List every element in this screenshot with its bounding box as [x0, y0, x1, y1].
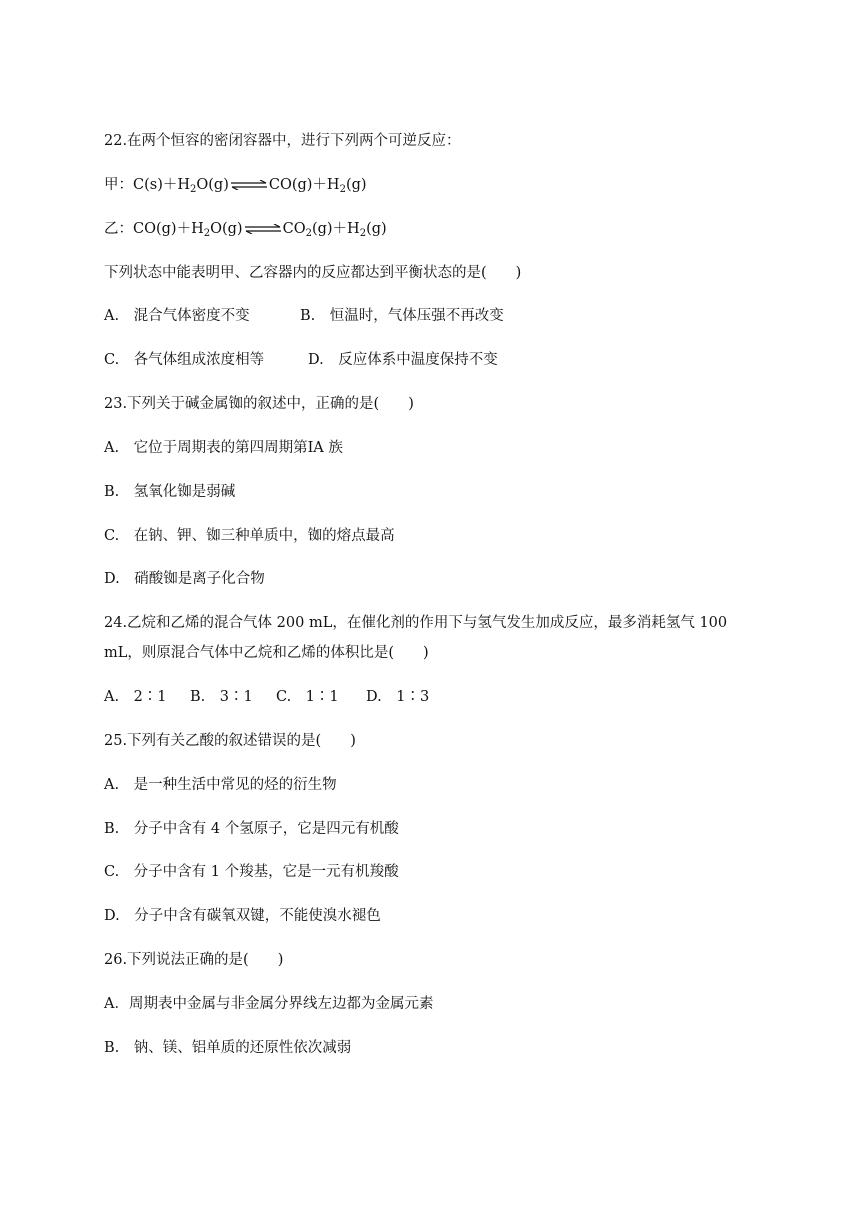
q24-stem-line1: 24.乙烷和乙烯的混合气体 200 mL，在催化剂的作用下与氢气发生加成反应，最多消耗氢气 100 [104, 615, 728, 631]
q24-option-a: A. 2∶1 [104, 689, 167, 705]
q22-yi-mid: (g)＋H [311, 221, 360, 237]
q22-jia-end: (g) [345, 177, 367, 193]
q22-jia-co: CO(g)＋H [268, 177, 340, 193]
subscript: 2 [339, 184, 346, 195]
q22-reaction-yi [104, 219, 387, 239]
subscript: 2 [305, 228, 312, 239]
q23-option-a: A. 它位于周期表的第四周期第IA 族 [104, 440, 343, 456]
q22-prompt: 下列状态中能表明甲、乙容器内的反应都达到平衡状态的是( ) [104, 265, 522, 281]
q22-option-a: A. 混合气体密度不变 [104, 308, 250, 324]
equilibrium-arrow-icon [230, 180, 268, 190]
q24-option-d: D. 1∶3 [366, 689, 430, 705]
q23-option-d: D. 硝酸铷是离子化合物 [104, 571, 265, 587]
subscript: 2 [190, 184, 197, 195]
q22-jia-h2o: O(g) [196, 177, 229, 193]
q22-jia-prefix: 甲：C(s)＋H [104, 177, 190, 193]
q25-option-d: D. 分子中含有碳氧双键，不能使溴水褪色 [104, 908, 381, 924]
q22-option-b: B. 恒温时，气体压强不再改变 [300, 308, 504, 324]
q22-yi-end: (g) [366, 221, 387, 237]
q24-options [104, 687, 429, 707]
q22-reaction-jia [104, 175, 367, 195]
q25-option-c: C. 分子中含有 1 个羧基，它是一元有机羧酸 [104, 864, 399, 880]
q24-stem-line2: mL，则原混合气体中乙烷和乙烯的体积比是( ) [104, 645, 429, 661]
q25-option-a: A. 是一种生活中常见的烃的衍生物 [104, 777, 337, 793]
q23-option-b: B. 氢氧化铷是弱碱 [104, 484, 236, 500]
q24-option-b: B. 3∶1 [190, 689, 253, 705]
q26-option-b: B. 钠、镁、铝单质的还原性依次减弱 [104, 1040, 352, 1056]
q22-option-d: D. 反应体系中温度保持不变 [308, 352, 498, 368]
q22-yi-h2o: O(g) [210, 221, 243, 237]
q22-stem: 22.在两个恒容的密闭容器中，进行下列两个可逆反应： [104, 133, 461, 149]
q23-option-c: C. 在钠、钾、铷三种单质中，铷的熔点最高 [104, 528, 395, 544]
subscript: 2 [359, 228, 367, 239]
q22-yi-co2: CO [282, 221, 306, 237]
q24-option-c: C. 1∶1 [276, 689, 339, 705]
q23-stem: 23.下列关于碱金属铷的叙述中，正确的是( ) [104, 396, 414, 412]
q22-yi-prefix: 乙：CO(g)＋H [104, 221, 204, 237]
q26-stem: 26.下列说法正确的是( ) [104, 952, 284, 968]
q26-option-a: A．周期表中金属与非金属分界线左边都为金属元素 [104, 996, 434, 1012]
q25-option-b: B. 分子中含有 4 个氢原子，它是四元有机酸 [104, 821, 399, 837]
subscript: 2 [203, 228, 211, 239]
q22-options-row2 [104, 350, 498, 370]
q25-stem: 25.下列有关乙酸的叙述错误的是( ) [104, 733, 356, 749]
q22-options-row1 [104, 306, 504, 326]
equilibrium-arrow-icon [244, 224, 282, 234]
q22-option-c: C. 各气体组成浓度相等 [104, 352, 265, 368]
